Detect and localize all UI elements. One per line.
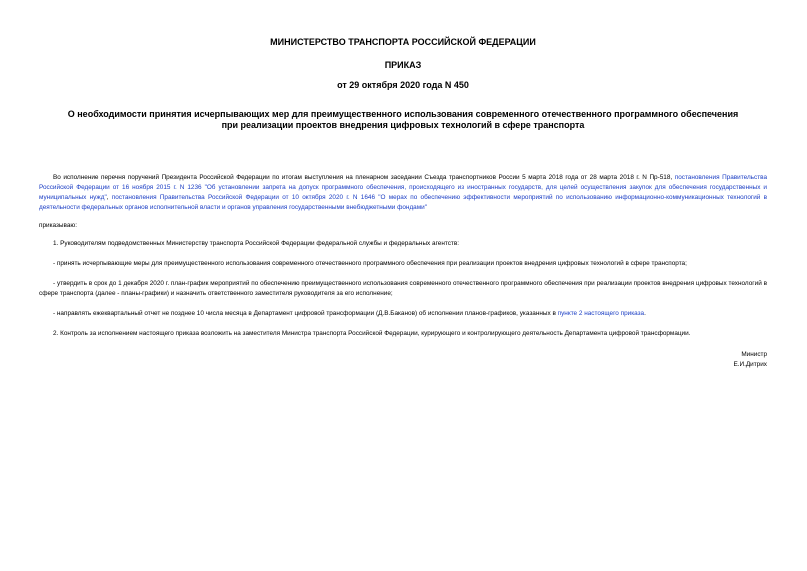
- document-body: [39, 173, 767, 339]
- sub-item-3: [39, 309, 767, 319]
- preamble-text: Во исполнение перечня поручений Президента Российской Федерации по итогам выступления на пленарном заседании Съезда транспортников России 5 марта 2018 года от 28 марта 2018 г. N Пр-518,: [53, 174, 675, 181]
- date-number: от 29 октября 2020 года N 450: [337, 80, 469, 90]
- signatory-position: Министр: [741, 351, 767, 358]
- sub-item-2: - утвердить в срок до 1 декабря 2020 г. план-график мероприятий по обеспечению преимущественного использования современного отечественного программного обеспечения при реализации проектов внедрения цифровых технологий в сфере транспорта (далее - планы-графики) и назначить ответственного заместителя руководителя за его исполнение;: [39, 280, 767, 297]
- document: [39, 30, 767, 339]
- sub-item-3-end: .: [644, 310, 646, 317]
- item-2: 2. Контроль за исполнением настоящего приказа возложить на заместителя Министра транспорта Российской Федерации, курирующего и контролирующего деятельность Департамента цифровой трансформации.: [53, 330, 691, 337]
- item-1: 1. Руководителям подведомственных Министерству транспорта Российской Федерации федеральной службы и федеральных агентств:: [53, 240, 460, 247]
- document-title: О необходимости принятия исчерпывающих мер для преимущественного использования современного отечественного программного обеспечения при реализации проектов внедрения цифровых технологий в сфере транспорта: [67, 109, 739, 130]
- item-2-link[interactable]: пункте 2 настоящего приказа: [557, 310, 645, 317]
- signature-block: [733, 350, 767, 370]
- preamble-paragraph: [39, 173, 767, 213]
- sub-item-3-text: - направлять ежеквартальный отчет не позднее 10 числа месяца в Департамент цифровой трансформации (Д.В.Баканов) об исполнении планов-графиков, указанных в: [53, 310, 558, 317]
- sub-item-1: - принять исчерпывающие меры для преимущественного использования современного отечественного программного обеспечения при реализации проектов внедрения цифровых технологий в сфере транспорта;: [53, 260, 687, 267]
- decree-1646-link[interactable]: постановления Правительства Российской Федерации от 10 октября 2020 г. N 1646 "О мерах по обеспечению эффективности мероприятий по использованию информационно-коммуникационных технологий в деятельности федеральных органов исполнительной власти и органов управления государственными внебюджетными фондами": [39, 194, 767, 211]
- orders-word: приказываю:: [39, 222, 77, 229]
- ministry-heading: МИНИСТЕРСТВО ТРАНСПОРТА РОССИЙСКОЙ ФЕДЕРАЦИИ: [270, 37, 536, 47]
- decree-1236-link[interactable]: постановления Правительства Российской Федерации от 16 ноября 2015 г. N 1236 "Об установлении запрета на допуск программного обеспечения, происходящего из иностранных государств, для целей осуществления закупок для обеспечения государственных и муниципальных нужд": [39, 174, 767, 201]
- preamble-separator: ,: [106, 194, 112, 201]
- signatory-name: Е.И.Дитрих: [733, 361, 767, 368]
- document-type: ПРИКАЗ: [384, 60, 422, 70]
